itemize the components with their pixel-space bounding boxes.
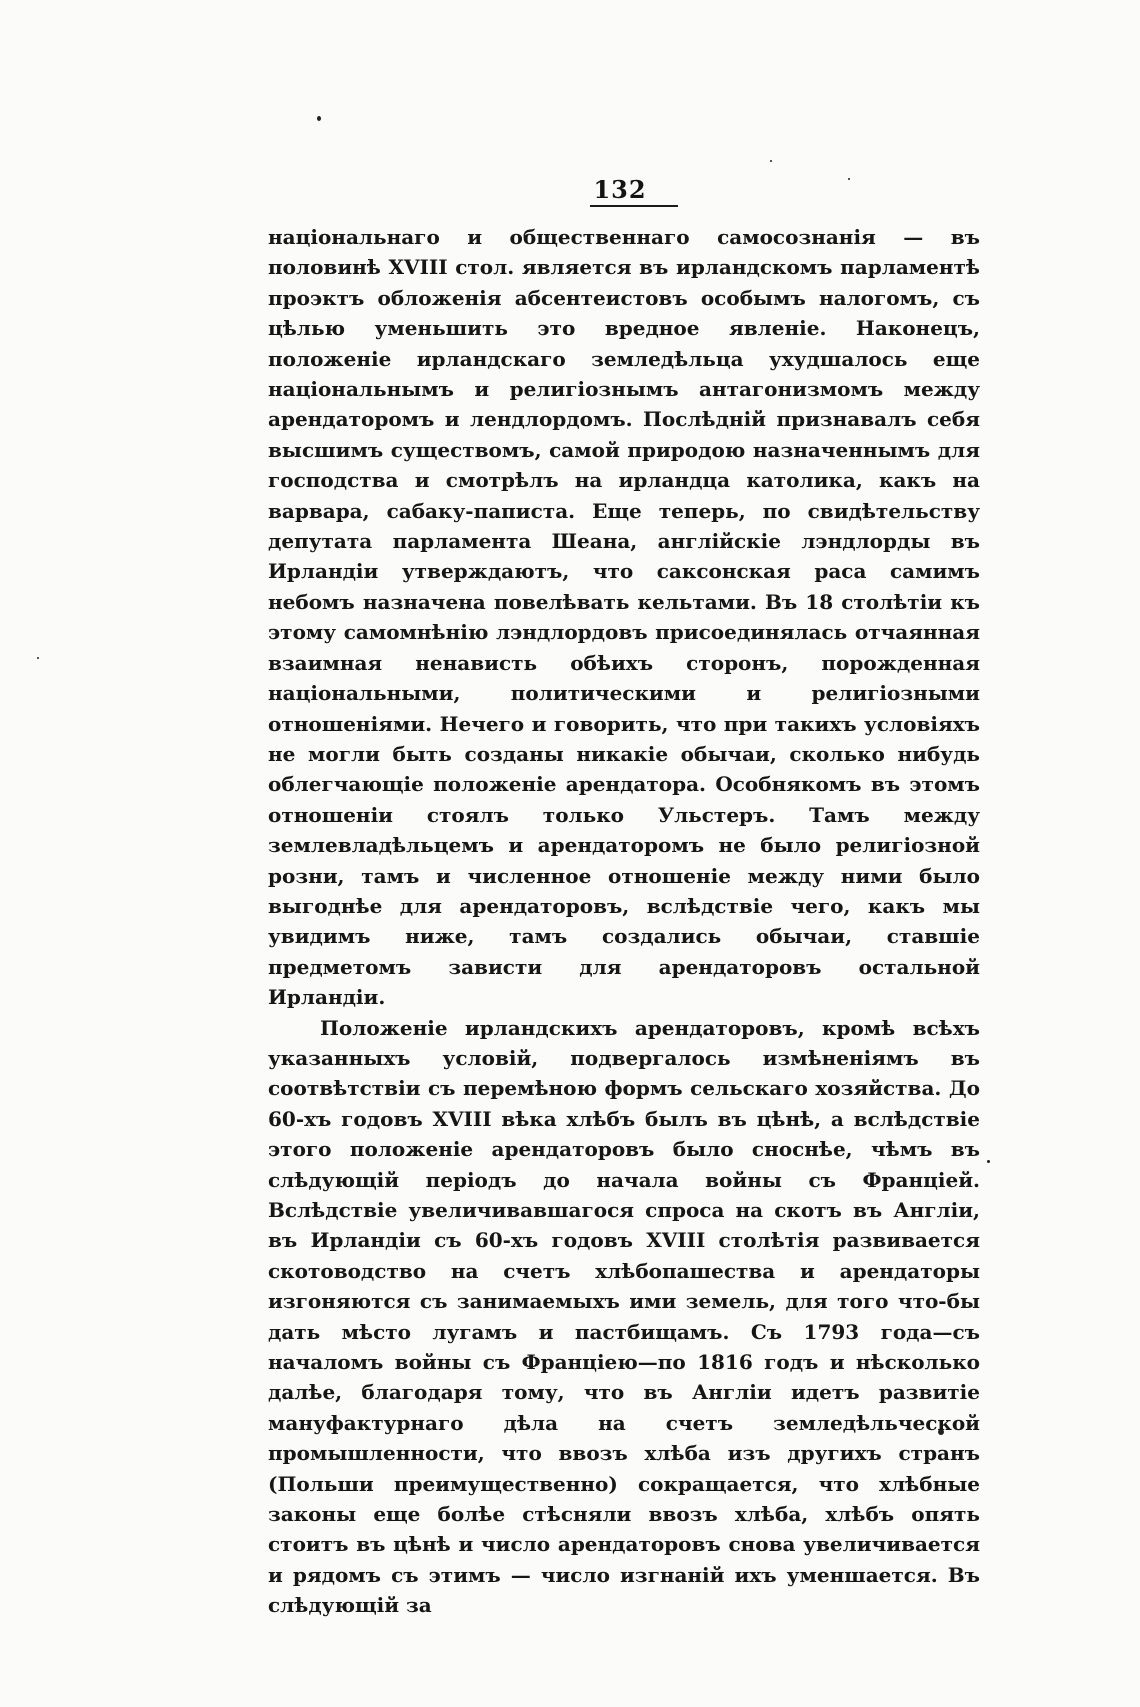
ink-speck [987,1160,990,1163]
ink-speck [317,116,321,121]
ink-speck [770,160,772,162]
page-number: 132 [593,175,647,204]
ink-speck [37,657,39,659]
body-text [268,222,980,1621]
paragraph-2: Положеніе ирландскихъ арендаторовъ, кромѣ всѣхъ указанныхъ условій, подвергалось измѣненіямъ въ соотвѣтствіи съ перемѣною формъ сельскаго хозяйства. До 60-хъ годовъ XVIII вѣка хлѣбъ былъ въ цѣнѣ, а вслѣдствіе этого положеніе арендаторовъ было сноснѣе, чѣмъ въ слѣдующій періодъ до начала войны съ Франціей. Вслѣдствіе увеличивавшагося спроса на скотъ въ Англіи, въ Ирландіи съ 60-хъ годовъ XVIII столѣтія развивается скотоводство на счетъ хлѣбопашества и арендаторы изгоняются съ занимаемыхъ ими земель, для того что-бы дать мѣсто лугамъ и пастбищамъ. Съ 1793 года—съ началомъ войны съ Франціею—по 1816 годъ и нѣсколько далѣе, благодаря тому, что въ Англіи идетъ развитіе мануфактурнаго дѣла на счетъ земледѣльческой промышленности, что ввозъ хлѣба изъ другихъ странъ (Польши преимущественно) сокращается, что хлѣбные законы еще болѣе стѣсняли ввозъ хлѣба, хлѣбъ опять стоитъ въ цѣнѣ и число арендаторовъ снова увеличивается и рядомъ съ этимъ — число изгнаній ихъ уменшается. Въ слѣдующій за [268,1015,980,1618]
ink-speck [848,178,850,180]
paragraph-1: національнаго и общественнаго самосознанія — въ половинѣ XVIII стол. является въ ирландскомъ парламентѣ проэктъ обложенія абсентеистовъ особымъ налогомъ, съ цѣлью уменьшить это вредное явленіе. Наконецъ, положеніе ирландскаго земледѣльца ухудшалось еще національнымъ и религіознымъ антагонизмомъ между арендаторомъ и лендлордомъ. Послѣдній признавалъ себя высшимъ существомъ, самой природою назначеннымъ для господства и смотрѣлъ на ирландца католика, какъ на варвара, сабаку-паписта. Еще теперь, по свидѣтельству депутата парламента Шеана, англійскіе лэндлорды въ Ирландіи утверждаютъ, что саксонская раса самимъ небомъ назначена повелѣвать кельтами. Въ 18 столѣтіи къ этому самомнѣнію лэндлордовъ присоединялась отчаянная взаимная ненависть обѣихъ сторонъ, порожденная національными, политическими и религіозными отношеніями. Нечего и говорить, что при такихъ условіяхъ не могли быть созданы никакіе обычаи, сколько нибудь облегчающіе положеніе арендатора. Особнякомъ въ этомъ отношеніи стоялъ только Ульстеръ. Тамъ между землевладѣльцемъ и арендаторомъ не было религіозной розни, тамъ и численное отношеніе между ними было выгоднѣе для арендаторовъ, вслѣдствіе чего, какъ мы увидимъ ниже, тамъ создались обычаи, ставшіе предметомъ зависти для арендаторовъ остальной Ирландіи. [268,225,980,1010]
page-number-rule [590,205,678,207]
